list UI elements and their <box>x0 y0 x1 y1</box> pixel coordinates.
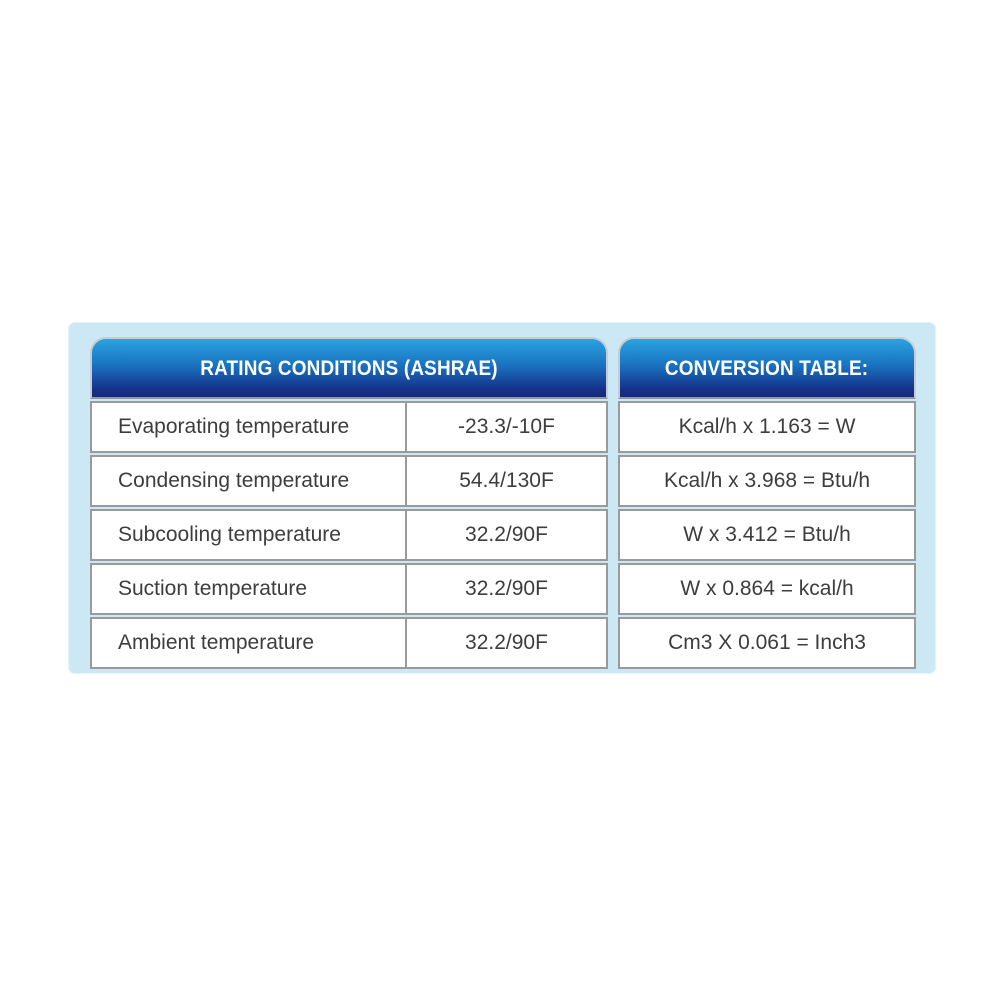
row-value: 32.2/90F <box>465 577 548 600</box>
row-label: Subcooling temperature <box>92 511 407 559</box>
table-row <box>90 563 608 615</box>
conversion-table-title: CONVERSION TABLE: <box>665 355 869 380</box>
conversion-formula: Cm3 X 0.061 = Inch3 <box>668 631 866 654</box>
rating-conditions-table <box>90 337 608 669</box>
rating-conditions-header <box>90 337 608 399</box>
row-value: 32.2/90F <box>465 631 548 654</box>
table-row <box>618 401 916 453</box>
row-label: Evaporating temperature <box>92 403 407 451</box>
row-value: -23.3/-10F <box>458 415 555 438</box>
tables-container <box>90 337 916 669</box>
row-value: 54.4/130F <box>459 469 554 492</box>
row-value: 32.2/90F <box>465 523 548 546</box>
table-row <box>618 509 916 561</box>
row-label: Ambient temperature <box>92 619 407 667</box>
table-row <box>90 401 608 453</box>
conversion-formula: W x 3.412 = Btu/h <box>683 523 851 546</box>
conversion-formula: W x 0.864 = kcal/h <box>680 577 854 600</box>
table-row <box>90 455 608 507</box>
conversion-table-header <box>618 337 916 399</box>
table-row <box>618 455 916 507</box>
table-row <box>618 563 916 615</box>
table-row <box>90 617 608 669</box>
conversion-table <box>618 337 916 669</box>
spec-panel <box>68 322 936 674</box>
conversion-formula: Kcal/h x 3.968 = Btu/h <box>663 469 871 492</box>
row-label: Condensing temperature <box>92 457 407 505</box>
rating-conditions-title: RATING CONDITIONS (ASHRAE) <box>200 355 498 380</box>
row-label: Suction temperature <box>92 565 407 613</box>
table-row <box>618 617 916 669</box>
table-row <box>90 509 608 561</box>
conversion-formula: Kcal/h x 1.163 = W <box>678 415 856 438</box>
